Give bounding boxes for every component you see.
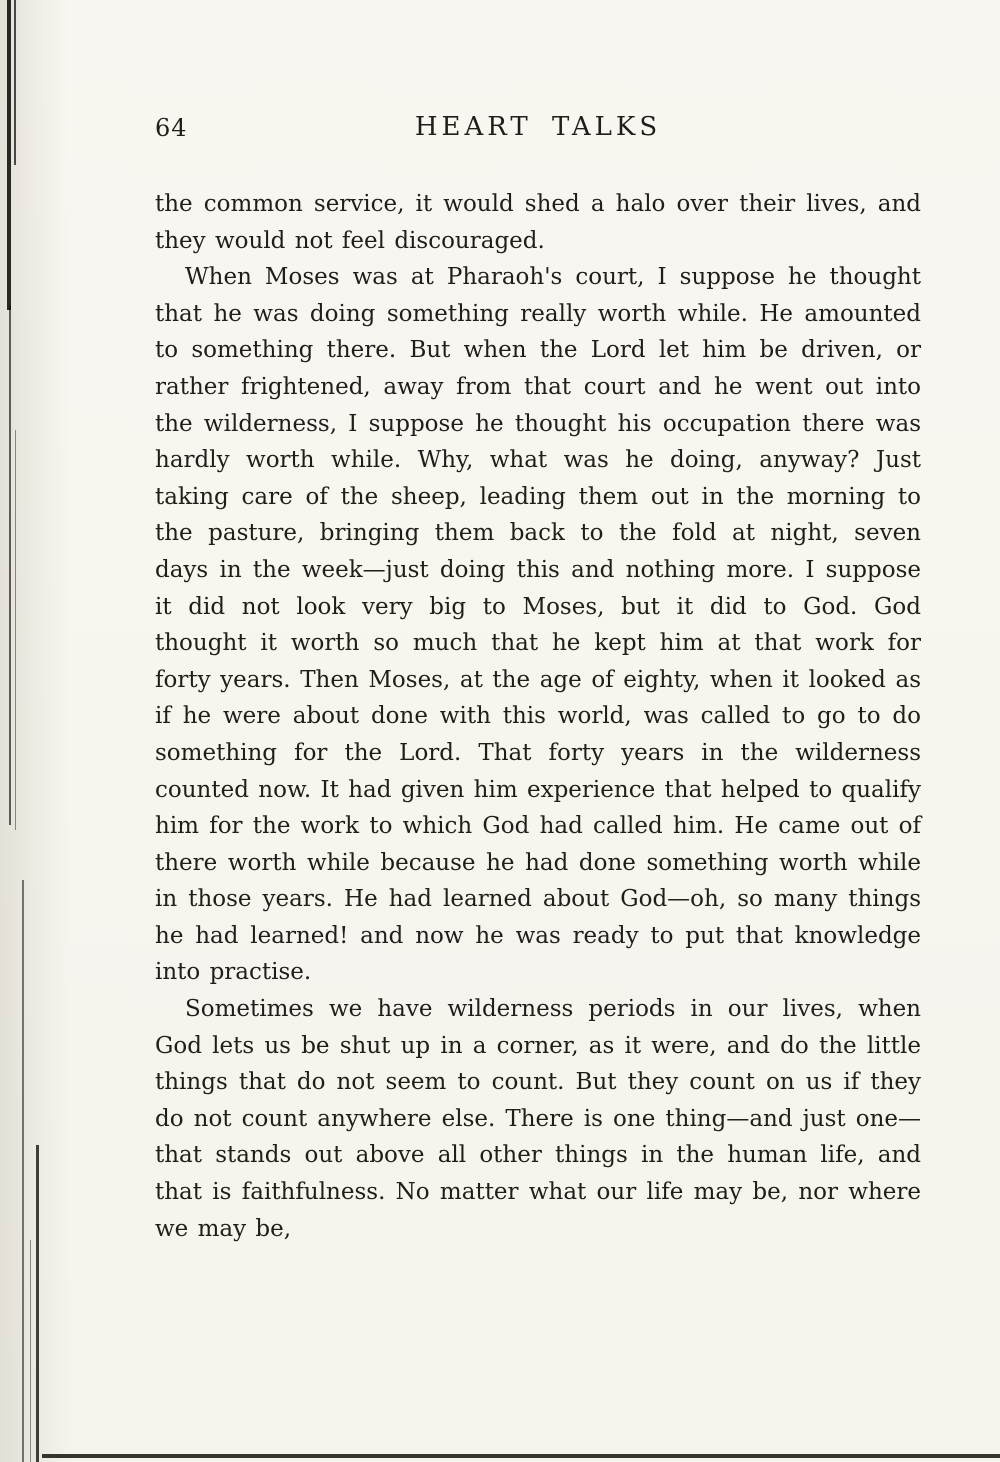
binding-scan-line	[30, 1240, 31, 1462]
binding-scan-line	[7, 0, 11, 310]
binding-scan-line	[9, 305, 11, 825]
paragraph-continuation: the common service, it would shed a halo over their lives, and they would not feel discouraged.	[155, 191, 921, 254]
page-bottom-scan-line	[42, 1454, 1000, 1458]
page-header	[155, 112, 921, 146]
binding-scan-line	[22, 880, 24, 1462]
binding-scan-line	[14, 0, 16, 165]
paragraph-wilderness-periods: Sometimes we have wilderness periods in our lives, when God lets us be shut up in a corner, as it were, and do the little things that do not seem to count. But they count on us if they do not count anywhere else. There is one thing—and just one—that stands out above all other things in the human life, and that is faithfulness. No matter what our life may be, nor where we may be,	[155, 996, 921, 1242]
paragraph-moses: When Moses was at Pharaoh's court, I suppose he thought that he was doing something really worth while. He amounted to something there. But when the Lord let him be driven, or rather frightened, away from that court and he went out into the wilderness, I suppose he thought his occupation there was hardly worth while. Why, what was he doing, anyway? Just taking care of the sheep, leading them out in the morning to the pasture, bringing them back to the fold at night, seven days in the week—just doing this and nothing more. I suppose it did not look very big to Moses, but it did to God. God thought it worth so much that he kept him at that work for forty years. Then Moses, at the age of eighty, when it looked as if he were about done with this world, was called to go to do something for the Lord. That forty years in the wilderness counted now. It had given him experience that helped to qualify him for the work to which God had called him. He came out of there worth while because he had done something worth while in those years. He had learned about God—oh, so many things he had learned! and now he was ready to put that knowledge into practise.	[155, 264, 921, 986]
running-title: HEART TALKS	[414, 112, 662, 142]
page-number: 64	[155, 114, 188, 142]
binding-scan-line	[36, 1145, 39, 1462]
page-body-text	[155, 186, 921, 1247]
binding-scan-line	[15, 430, 16, 830]
